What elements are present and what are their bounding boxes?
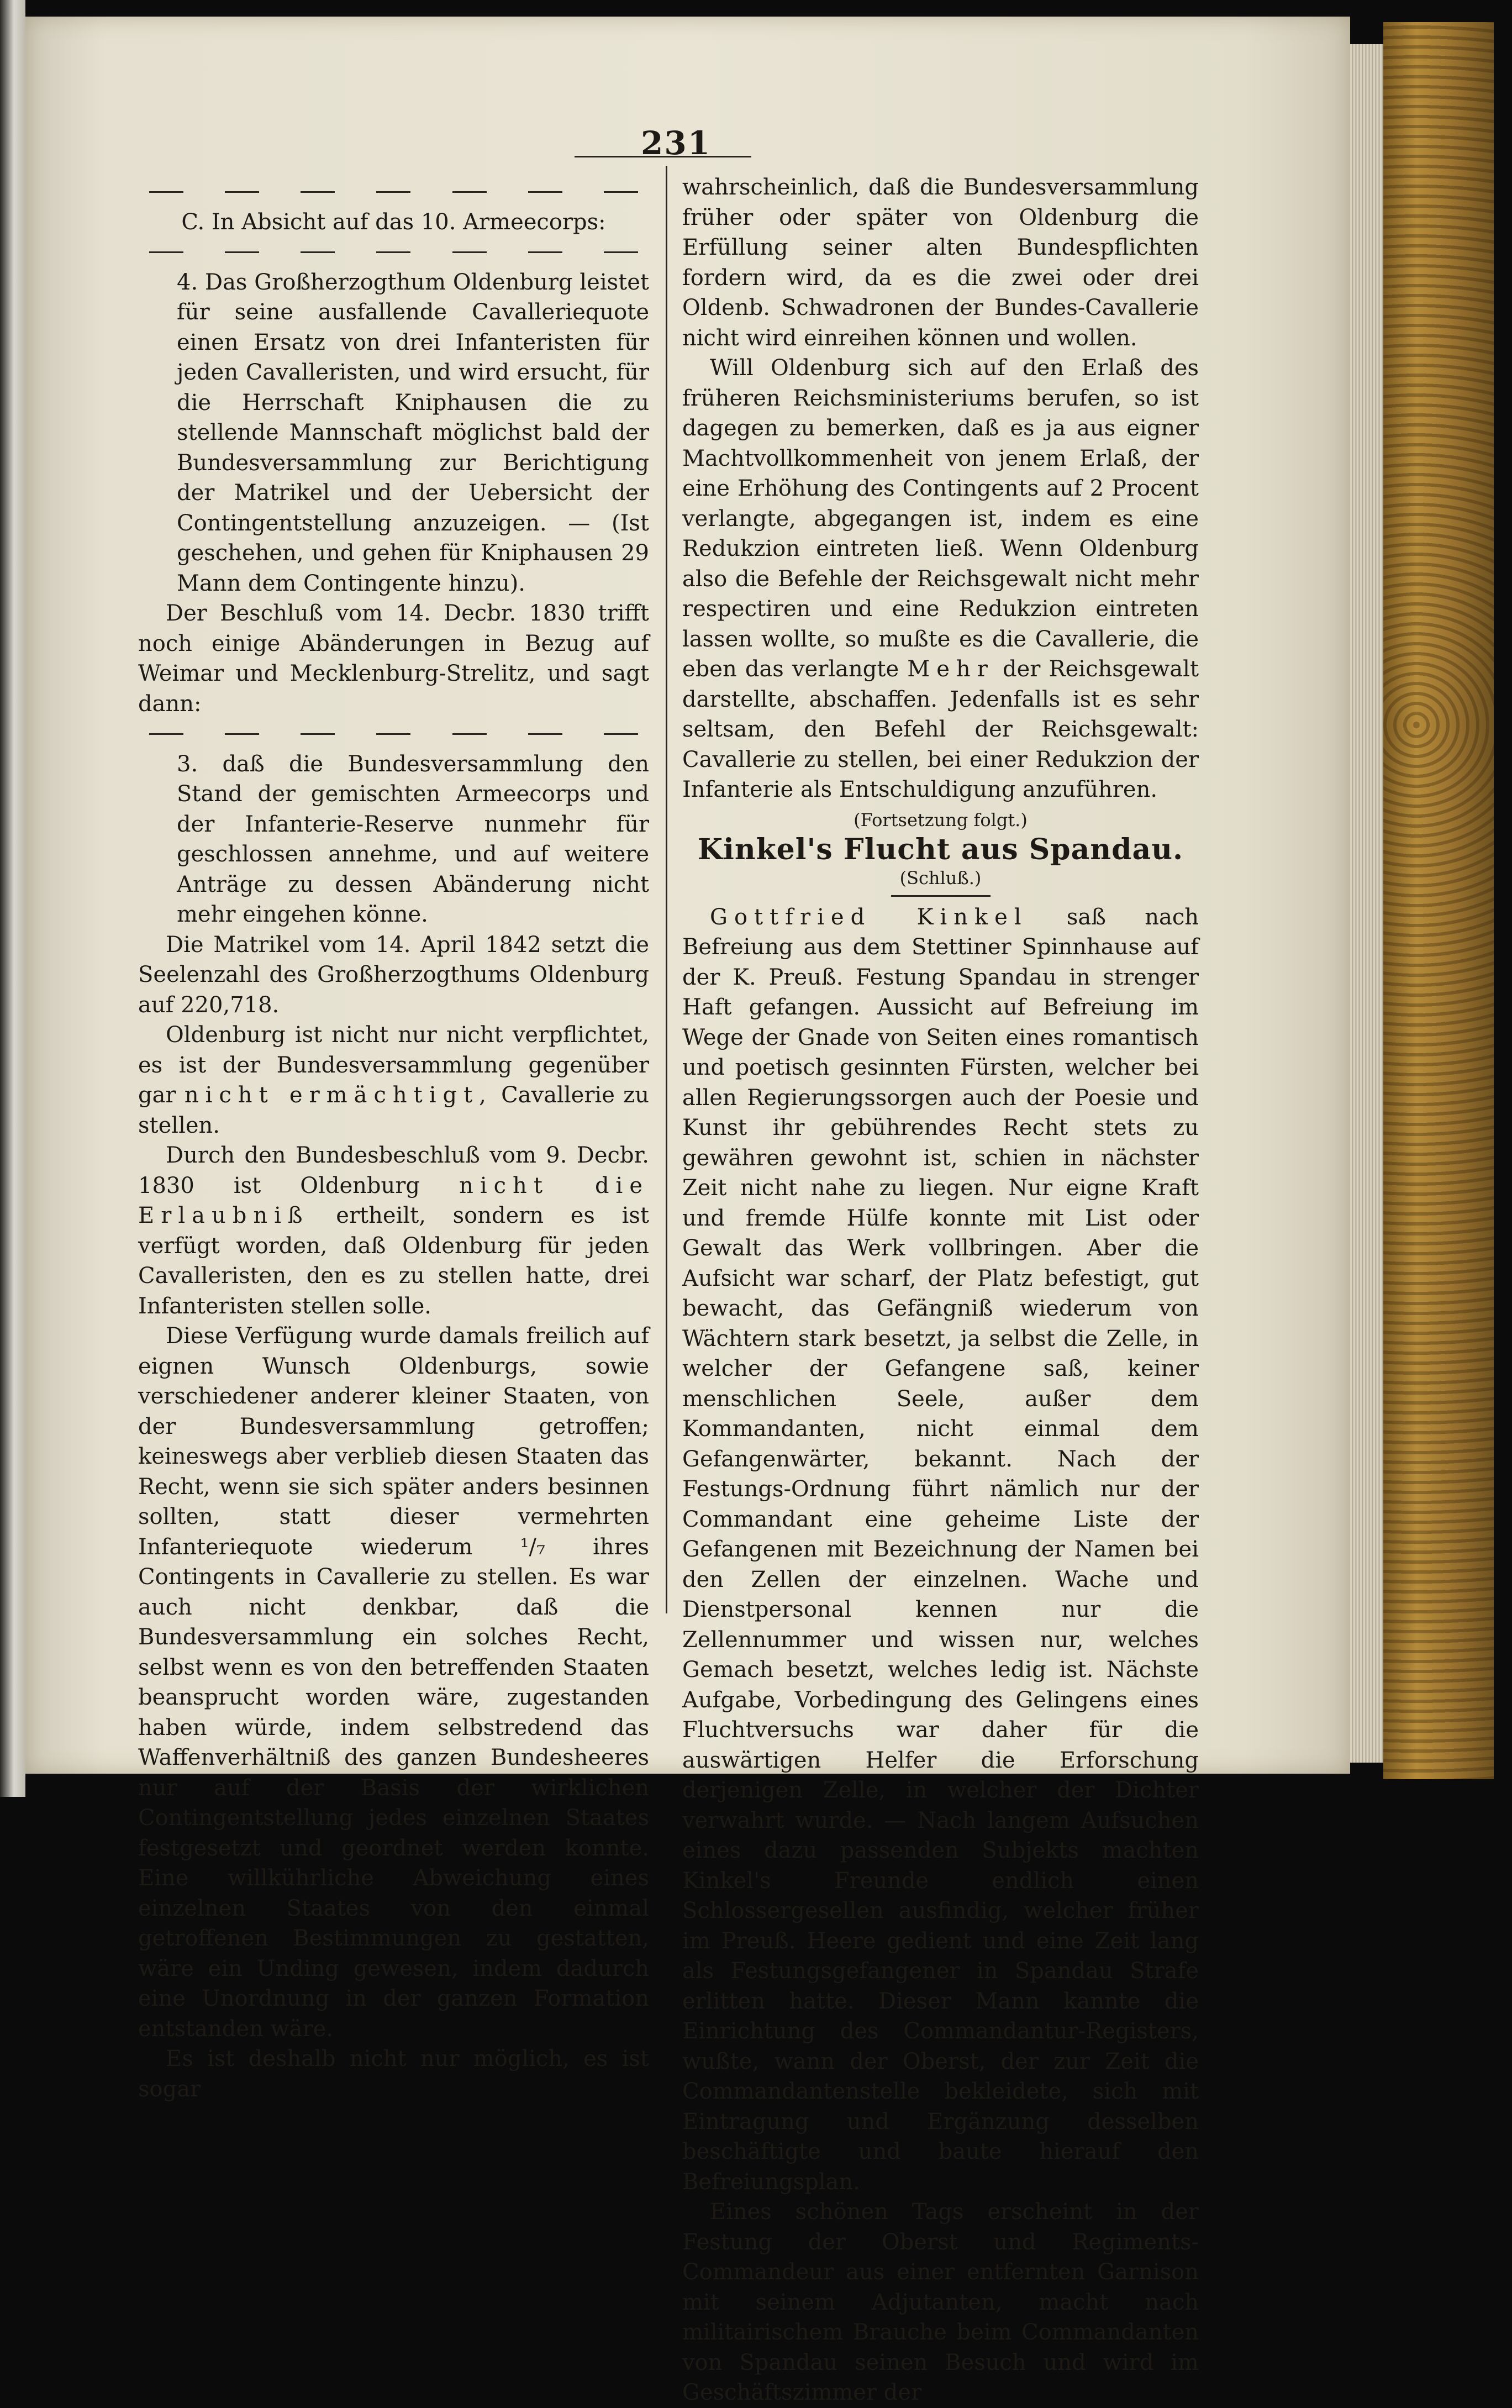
separator-dashes bbox=[138, 719, 649, 749]
book-spine-left bbox=[0, 0, 25, 1797]
paragraph-matrikel: Die Matrikel vom 14. April 1842 setzt die Seelenzahl des Großherzogthums Oldenburg auf 220,718. bbox=[138, 932, 649, 1018]
paragraph-beschluss: Der Beschluß vom 14. Decbr. 1830 trifft noch einige Abänderungen in Bezug auf Weimar und Mecklenburg-Strelitz, und sagt dann: bbox=[138, 601, 649, 717]
text: der Reichsgewalt darstellte, abschaffen. Jedenfalls ist es sehr seltsam, den Befehl der Reichsgewalt: Cavallerie zu stellen, bei einer Redukzion der Infanterie als Entschuldigung anzuführen. bbox=[682, 656, 1199, 802]
spaced-emphasis: nicht die Erlaubniß bbox=[138, 1173, 650, 1228]
text: Oldenburg ist nicht nur nicht verpflichtet, es ist der Bundesversammlung gegenüber gar bbox=[138, 1022, 649, 1108]
section-heading: C. In Absicht auf das 10. Armeecorps: bbox=[181, 209, 606, 235]
spaced-emphasis: nicht ermächtigt, bbox=[184, 1082, 493, 1108]
paragraph-item-3: 3. daß die Bundesversammlung den Stand der gemischten Armeecorps und der Infanterie-Reserve nunmehr für geschlossen annehme, und auf weitere Anträge zu dessen Abänderung nicht mehr eingehen könne. bbox=[177, 751, 649, 927]
right-column bbox=[682, 172, 1199, 2408]
spaced-emphasis: Mehr bbox=[907, 656, 994, 682]
column-divider bbox=[666, 166, 667, 1613]
paragraph-eines: Eines schönen Tags erscheint in der Festung der Oberst und Regiments-Commandeur aus einer entfernten Garnison mit seinem Adjutanten, macht nach militairischem Brauche beim Commandanten von Spandau seinen Besuch und wird im Geschäftszimmer der bbox=[682, 2199, 1199, 2405]
book-cover-right bbox=[1383, 22, 1494, 1779]
paragraph-oldenburg bbox=[138, 1020, 649, 1140]
continued-note: (Fortsetzung folgt.) bbox=[854, 809, 1028, 830]
paragraph-deshalb: Es ist deshalb nicht nur möglich, es ist sogar bbox=[138, 2046, 649, 2102]
left-column bbox=[138, 177, 649, 2104]
article-rule bbox=[891, 895, 991, 897]
spaced-emphasis: Gottfried Kinkel bbox=[710, 904, 1028, 930]
paragraph-item-4: 4. Das Großherzogthum Oldenburg leistet für seine ausfallende Cavalleriequote einen Ersatz von drei Infanteristen für jeden Cavalleristen, und wird ersucht, für die Herrschaft Kniphausen die zu stellende Mannschaft möglichst bald der Bundesversammlung zur Berichtigung der Matrikel und der Uebersicht der Contingentstellung anzuzeigen. — (Ist geschehen, und gehen für Kniphausen 29 Mann dem Contingente hinzu). bbox=[177, 269, 649, 596]
separator-dashes bbox=[138, 237, 649, 267]
paragraph-erlass bbox=[682, 353, 1199, 805]
page-number: 231 bbox=[641, 124, 712, 162]
text: saß nach Befreiung aus dem Stettiner Spinnhause auf der K. Preuß. Festung Spandau in strenger Haft gefangen. Aussicht auf Befreiung im Wege der Gnade von Seiten eines romantisch und poetisch gesinnten Fürsten, welcher bei allen Regierungssorgen auch der Poesie und Kunst ihr gebührendes Recht stets zu gewähren gewohnt ist, schien in nächster Zeit nicht nahe zu liegen. Nur eigne Kraft und fremde Hülfe konnte mit List oder Gewalt das Werk vollbringen. Aber die Aufsicht war scharf, der Platz befestigt, gut bewacht, das Gefängniß wiederum von Wächtern stark besetzt, ja selbst die Zelle, in welcher der Gefangene saß, keiner menschlichen Seele, außer dem Kommandanten, nicht einmal dem Gefangenwärter, bekannt. Nach der Festungs-Ordnung führt nämlich nur der Commandant eine geheime Liste der Gefangenen mit Bezeichnung der Namen bei den Zellen der einzelnen. Wache und Dienstpersonal kennen nur die Zellennummer und wissen nur, welches Gemach besetzt, welches ledig ist. Nächste Aufgabe, Vorbedingung des Gelingens eines Fluchtversuchs war daher für die auswärtigen Helfer die Erforschung derjenigen Zelle, in welcher der Dichter verwahrt wurde. — Nach langem Aufsuchen eines dazu passenden Subjekts machten Kinkel's Freunde endlich einen Schlossergesellen ausfindig, welcher früher im Preuß. Heere gedient und eine Zeit lang als Festungsgefangener in Spandau Strafe erlitten hatte. Dieser Mann kannte die Einrichtung des Commandantur-Registers, wußte, wann der Oberst, der zur Zeit die Commandantenstelle bekleidete, sich mit Eintragung und Ergänzung desselben beschäftigte und baute hierauf den Befreiungsplan. bbox=[682, 904, 1199, 2195]
header-rule bbox=[575, 156, 751, 157]
separator-dashes bbox=[138, 177, 649, 207]
article-title: Kinkel's Flucht aus Spandau. bbox=[697, 833, 1184, 866]
text: ertheilt, sondern es ist verfügt worden, daß Oldenburg für jeden Cavalleristen, den es zu stellen hatte, drei Infanteristen stellen solle. bbox=[138, 1203, 649, 1319]
text: Durch den Bundesbeschluß vom 9. Decbr. 1830 ist Oldenburg bbox=[138, 1143, 649, 1198]
article-subtitle: (Schluß.) bbox=[899, 867, 982, 888]
page-edges bbox=[1350, 44, 1383, 1763]
paragraph-continued: wahrscheinlich, daß die Bundesversammlung früher oder später von Oldenburg die Erfüllung seiner alten Bundespflichten fordern wird, da es die zwei oder drei Oldenb. Schwadronen der Bundes-Cavallerie nicht wird einreihen können und wollen. bbox=[682, 175, 1199, 351]
paragraph-bundesbeschluss bbox=[138, 1140, 649, 1321]
paragraph-kinkel bbox=[682, 902, 1199, 2197]
paragraph-verfuegung: Diese Verfügung wurde damals freilich auf eignen Wunsch Oldenburgs, sowie verschiedener anderer kleiner Staaten, von der Bundesversammlung getroffen; keineswegs aber verblieb diesen Staaten das Recht, wenn sie sich später anders besinnen sollten, statt dieser vermehrten Infanteriequote wiederum ¹/₇ ihres Contingents in Cavallerie zu stellen. Es war auch nicht denkbar, daß die Bundesversammlung ein solches Recht, selbst wenn es von den betreffenden Staaten beansprucht worden wäre, zugestanden haben würde, indem selbstredend das Waffenverhältniß des ganzen Bundesheeres nur auf der Basis der wirklichen Contingentstellung jedes einzelnen Staates festgesetzt und geordnet werden konnte. Eine willkührliche Abweichung eines einzelnen Staates von den einmal getroffenen Bestimmungen zu gestatten, wäre ein Unding gewesen, indem dadurch eine Unordnung in der ganzen Formation entstanden wäre. bbox=[138, 1323, 649, 2042]
text: Will Oldenburg sich auf den Erlaß des früheren Reichsministeriums berufen, so ist dagegen zu bemerken, daß es ja aus eigner Machtvollkommenheit von jenem Erlaß, der eine Erhöhung des Contingents auf 2 Procent verlangte, abgegangen ist, indem es eine Redukzion eintreten ließ. Wenn Oldenburg also die Befehle der Reichsgewalt nicht mehr respectiren und eine Redukzion eintreten lassen wollte, so mußte es die Cavallerie, die eben das verlangte bbox=[682, 355, 1199, 682]
text: Cavallerie zu stellen. bbox=[138, 1082, 649, 1138]
